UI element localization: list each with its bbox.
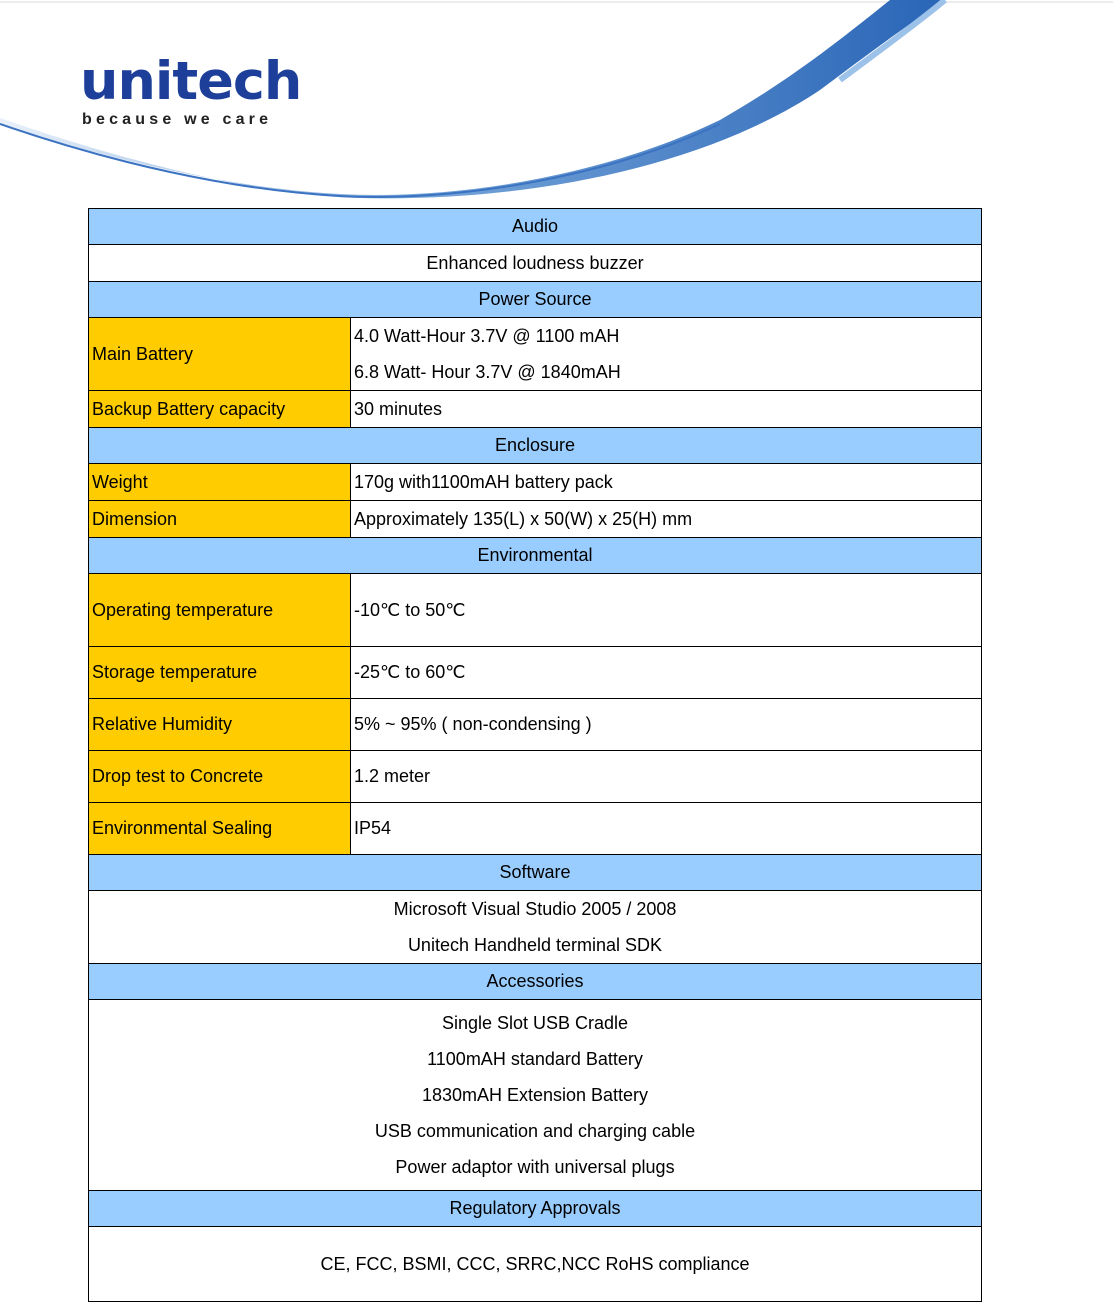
relative-humidity-value: 5% ~ 95% ( non-condensing ) [351, 699, 982, 751]
environmental-section-header [89, 538, 982, 574]
environmental-sealing-row [89, 803, 982, 855]
environmental-sealing-value: IP54 [351, 803, 982, 855]
storage-temperature-row [89, 647, 982, 699]
weight-row [89, 464, 982, 501]
main-battery-value [351, 318, 982, 391]
section-title-power: Power Source [89, 282, 982, 318]
logo-wordmark: unitech [80, 50, 302, 112]
backup-battery-row [89, 391, 982, 428]
drop-test-value: 1.2 meter [351, 751, 982, 803]
enclosure-section-header [89, 428, 982, 464]
operating-temperature-label: Operating temperature [89, 574, 351, 647]
storage-temperature-value: -25℃ to 60℃ [351, 647, 982, 699]
software-section-header [89, 855, 982, 891]
weight-value: 170g with1100mAH battery pack [351, 464, 982, 501]
main-battery-row [89, 318, 982, 391]
software-list [89, 891, 982, 964]
dimension-row [89, 501, 982, 538]
regulatory-section-header [89, 1191, 982, 1227]
spec-table [88, 208, 982, 1302]
section-title-regulatory: Regulatory Approvals [89, 1191, 982, 1227]
audio-section-header [89, 209, 982, 245]
backup-battery-label: Backup Battery capacity [89, 391, 351, 428]
dimension-value: Approximately 135(L) x 50(W) x 25(H) mm [351, 501, 982, 538]
accessory-item: USB communication and charging cable [374, 1121, 696, 1141]
software-item: Unitech Handheld terminal SDK [407, 935, 663, 955]
main-battery-value-line: 4.0 Watt-Hour 3.7V @ 1100 mAH [354, 326, 620, 346]
accessories-section-header [89, 964, 982, 1000]
section-title-enclosure: Enclosure [89, 428, 982, 464]
page-header [0, 0, 1113, 208]
drop-test-row [89, 751, 982, 803]
regulatory-row [89, 1227, 982, 1302]
regulatory-value: CE, FCC, BSMI, CCC, SRRC,NCC RoHS compliance [89, 1227, 982, 1302]
audio-row [89, 245, 982, 282]
accessory-item: Single Slot USB Cradle [441, 1013, 629, 1033]
section-title-software: Software [89, 855, 982, 891]
main-battery-value-line: 6.8 Watt- Hour 3.7V @ 1840mAH [354, 362, 621, 382]
unitech-logo [80, 52, 301, 129]
accessory-item: 1100mAH standard Battery [427, 1049, 643, 1069]
section-title-audio: Audio [89, 209, 982, 245]
weight-label: Weight [89, 464, 351, 501]
relative-humidity-label: Relative Humidity [89, 699, 351, 751]
logo-tagline: because we care [82, 111, 273, 128]
power-section-header [89, 282, 982, 318]
accessories-list [89, 1000, 982, 1191]
software-row [89, 891, 982, 964]
operating-temperature-row [89, 574, 982, 647]
environmental-sealing-label: Environmental Sealing [89, 803, 351, 855]
section-title-environmental: Environmental [89, 538, 982, 574]
accessory-item: 1830mAH Extension Battery [421, 1085, 649, 1105]
drop-test-label: Drop test to Concrete [89, 751, 351, 803]
storage-temperature-label: Storage temperature [89, 647, 351, 699]
dimension-label: Dimension [89, 501, 351, 538]
audio-value: Enhanced loudness buzzer [89, 245, 982, 282]
accessories-row [89, 1000, 982, 1191]
operating-temperature-value: -10℃ to 50℃ [351, 574, 982, 647]
backup-battery-value: 30 minutes [351, 391, 982, 428]
software-item: Microsoft Visual Studio 2005 / 2008 [393, 899, 677, 919]
section-title-accessories: Accessories [89, 964, 982, 1000]
relative-humidity-row [89, 699, 982, 751]
accessory-item: Power adaptor with universal plugs [395, 1157, 675, 1177]
main-battery-label: Main Battery [89, 318, 351, 391]
